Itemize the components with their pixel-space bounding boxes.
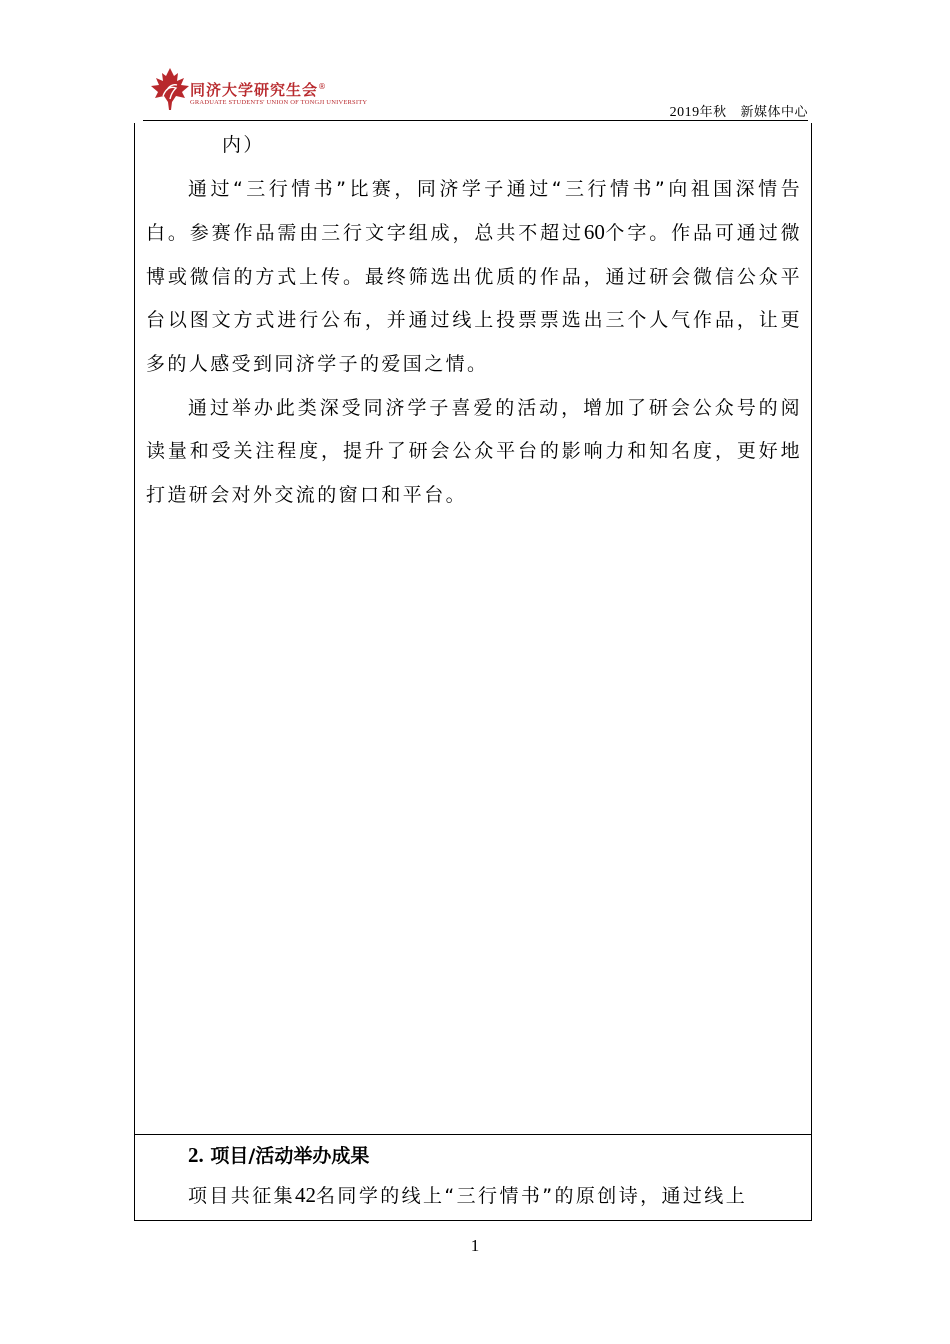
paragraph-competition: 通过“三行情书”比赛，同济学子通过“三行情书”向祖国深情告白。参赛作品需由三行文字组成，总共不超过60个字。作品可通过微博或微信的方式上传。最终筛选出优质的作品，通过研会微信公众平台以图文方式进行公布，并通过线上投票票选出三个人气作品，让更多的人感受到同济学子的爱国之情。 bbox=[146, 177, 802, 375]
page-number: 1 bbox=[470, 1236, 480, 1255]
union-logo bbox=[143, 62, 368, 122]
logo-english-name: GRADUATE STUDENTS' UNION OF TONGJI UNIVERSITY bbox=[190, 99, 368, 106]
section-heading bbox=[188, 1141, 369, 1168]
term-year: 2019 bbox=[669, 105, 700, 120]
term-season: 年秋 bbox=[699, 105, 727, 120]
participant-count: 42 bbox=[295, 1183, 317, 1207]
section-number: 2. bbox=[188, 1143, 204, 1167]
department-name: 新媒体中心 bbox=[740, 105, 808, 120]
content-table bbox=[134, 123, 812, 1221]
table-row-divider bbox=[135, 1134, 811, 1135]
header-rule bbox=[143, 120, 808, 121]
logo-chinese-name: 同济大学研究生会® bbox=[190, 81, 328, 99]
section-title-text: 项目/活动举办成果 bbox=[210, 1145, 370, 1167]
section-result-text: 项目共征集42名同学的线上“三行情书”的原创诗，通过线上 bbox=[188, 1183, 748, 1207]
header-term-label bbox=[670, 101, 808, 121]
continuation-text: 内） bbox=[222, 134, 265, 156]
page-header bbox=[143, 62, 808, 122]
paragraph-impact: 通过举办此类深受同济学子喜爱的活动，增加了研会公众号的阅读量和受关注程度，提升了研会公众平台的影响力和知名度，更好地打造研会对外交流的窗口和平台。 bbox=[146, 396, 802, 506]
word-limit-number: 60 bbox=[583, 220, 605, 245]
maple-leaf-logo-icon bbox=[149, 66, 191, 112]
activity-description-cell bbox=[146, 124, 802, 517]
